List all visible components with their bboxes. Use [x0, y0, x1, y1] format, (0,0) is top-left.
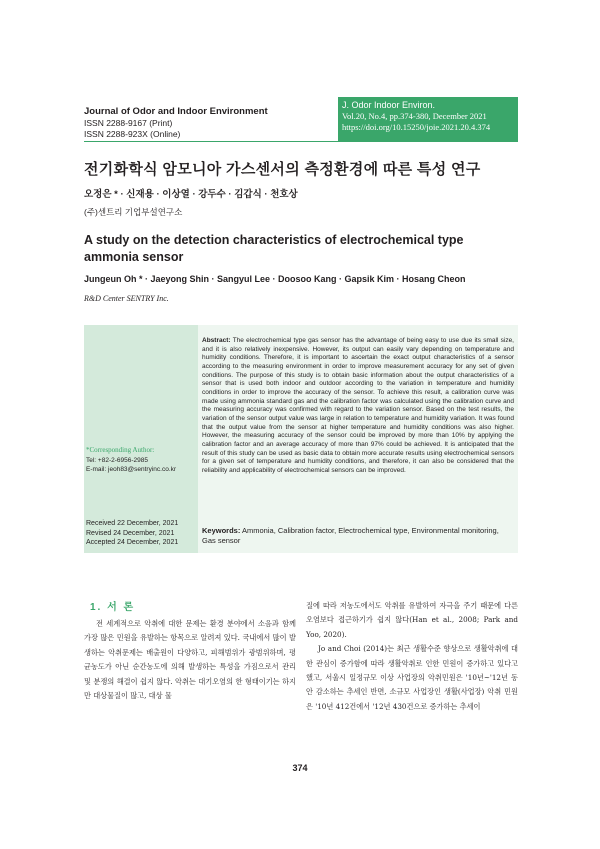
- korean-affiliation: (주)센트리 기업부설연구소: [84, 207, 183, 217]
- citation-box: [338, 97, 518, 141]
- revised-date: Revised 24 December, 2021: [86, 529, 175, 537]
- issn-online: ISSN 2288-923X (Online): [84, 129, 181, 139]
- corresponding-label: *Corresponding Author:: [86, 446, 155, 454]
- section-heading: 1. 서 론: [90, 602, 136, 613]
- abstract-label: Abstract:: [202, 337, 231, 344]
- body-paragraph: Jo and Choi (2014)는 최근 생활수준 향상으로 생활악취에 대한 관심이 증가함에 따라 생활악취로 인한 민원이 증가하고 있다고 했고, 서울시 일정규모 이상 사업장의 악취민원은 '10년~'12년 동안 감소하는 추세인 반면, 소규모 사업장인 생활(사업장) 악취 민원은 '10년 412건에서 '12년 430건으로 증가하는 추세이: [306, 644, 518, 711]
- volume-info: Vol.20, No.4, pp.374-380, December 2021: [342, 111, 487, 121]
- body-column-right: [306, 599, 518, 714]
- header-divider: [84, 141, 518, 142]
- received-date: Received 22 December, 2021: [86, 520, 179, 527]
- corresponding-email[interactable]: E-mail: jeoh83@sentryinc.co.kr: [86, 466, 177, 473]
- issn-print: ISSN 2288-9167 (Print): [84, 118, 173, 128]
- body-paragraph: 전 세계적으로 악취에 대한 문제는 환경 분야에서 소음과 함께 가장 많은 민원을 유발하는 항목으로 알려져 있다. 국내에서 많이 발생하는 악취문제는 배출원이 다양하고, 피해범위가 광범위하며, 평균농도가 아닌 순간농도에 의해 발생하는 특성을 가짐으로서 관리 및 분쟁의 해결이 쉽지 않다. 악취는 대기오염의 한 형태이기는 하지만 대상물질이 많고, 대상 물: [84, 619, 296, 701]
- keywords: [202, 526, 514, 545]
- english-title: A study on the detection characteristics of electrochemical type ammonia sensor: [84, 233, 464, 264]
- body-column-left: [84, 617, 296, 703]
- english-authors: Jungeun Oh * · Jaeyong Shin · Sangyul Lee · Doosoo Kang · Gapsik Kim · Hosang Cheon: [84, 274, 466, 284]
- corresponding-info: [86, 446, 196, 475]
- journal-abbrev: J. Odor Indoor Environ.: [342, 100, 436, 110]
- english-affiliation: R&D Center SENTRY Inc.: [84, 294, 169, 303]
- korean-authors: 오정은 * · 신재용 · 이상열 · 강두수 · 김갑식 · 천호상: [84, 189, 298, 200]
- corresponding-tel: Tel: +82-2-6956-2985: [86, 456, 148, 464]
- abstract-text: The electrochemical type gas sensor has the advantage of being easy to use due its small size, and it is also relatively inexpensive. However, its output can easily vary depending on temperature and humidity conditions. Therefore, it is important to ascertain the exact output characteristics of a sensor according to the measuring environment in order to improve measurement accuracy for any set of given conditions. The purpose of this study is to obtain basic information about the output characteristics of a sensor that is used both indoor and outdoor according to the variation in temperature and humidity conditions in order to improve the accuracy of the sensor. To achieve this result, a calibration curve was made using ammonia standard gas and the calibration factor was calculated using the calibration curve and the measuring accuracy was confirmed with regard to the variation sensor. Based on the test results, the variation of the sensor output value was large in relation to temperature and humidity variation. It was found that the output value from the sensor at higher temperature and humidity conditions was also higher. However, the measuring accuracy of the sensor could be improved by more than 10% by applying the calibration factor and an average accuracy of more than 97% could be achieved. It is anticipated that the result of this study can be used as basic data to obtain more accurate results using electrochemical sensors for a given set of temperature and humidity conditions, and therefore, it can also be considered that the reliability and applicability of electrochemical sensors can be improved.: [202, 337, 514, 474]
- accepted-date: Accepted 24 December, 2021: [86, 539, 179, 547]
- page-number: 374: [292, 763, 308, 773]
- keywords-text: Ammonia, Calibration factor, Electrochemical type, Environmental monitoring, Gas sensor: [202, 526, 499, 545]
- abstract: [202, 337, 514, 476]
- body-paragraph: 질에 따라 저농도에서도 악취를 유발하여 자극을 주기 때문에 다른 오염보다 접근하기가 쉽지 않다(Han et al., 2008; Park and Yoo, 2020).: [306, 601, 518, 639]
- keywords-label: Keywords:: [202, 526, 241, 535]
- doi-link[interactable]: https://doi.org/10.15250/joie.2021.20.4.374: [342, 122, 491, 132]
- korean-title: 전기화학식 암모니아 가스센서의 측정환경에 따른 특성 연구: [84, 161, 481, 178]
- journal-name: Journal of Odor and Indoor Environment: [84, 106, 268, 117]
- journal-info: [84, 106, 337, 138]
- article-dates: [86, 519, 196, 548]
